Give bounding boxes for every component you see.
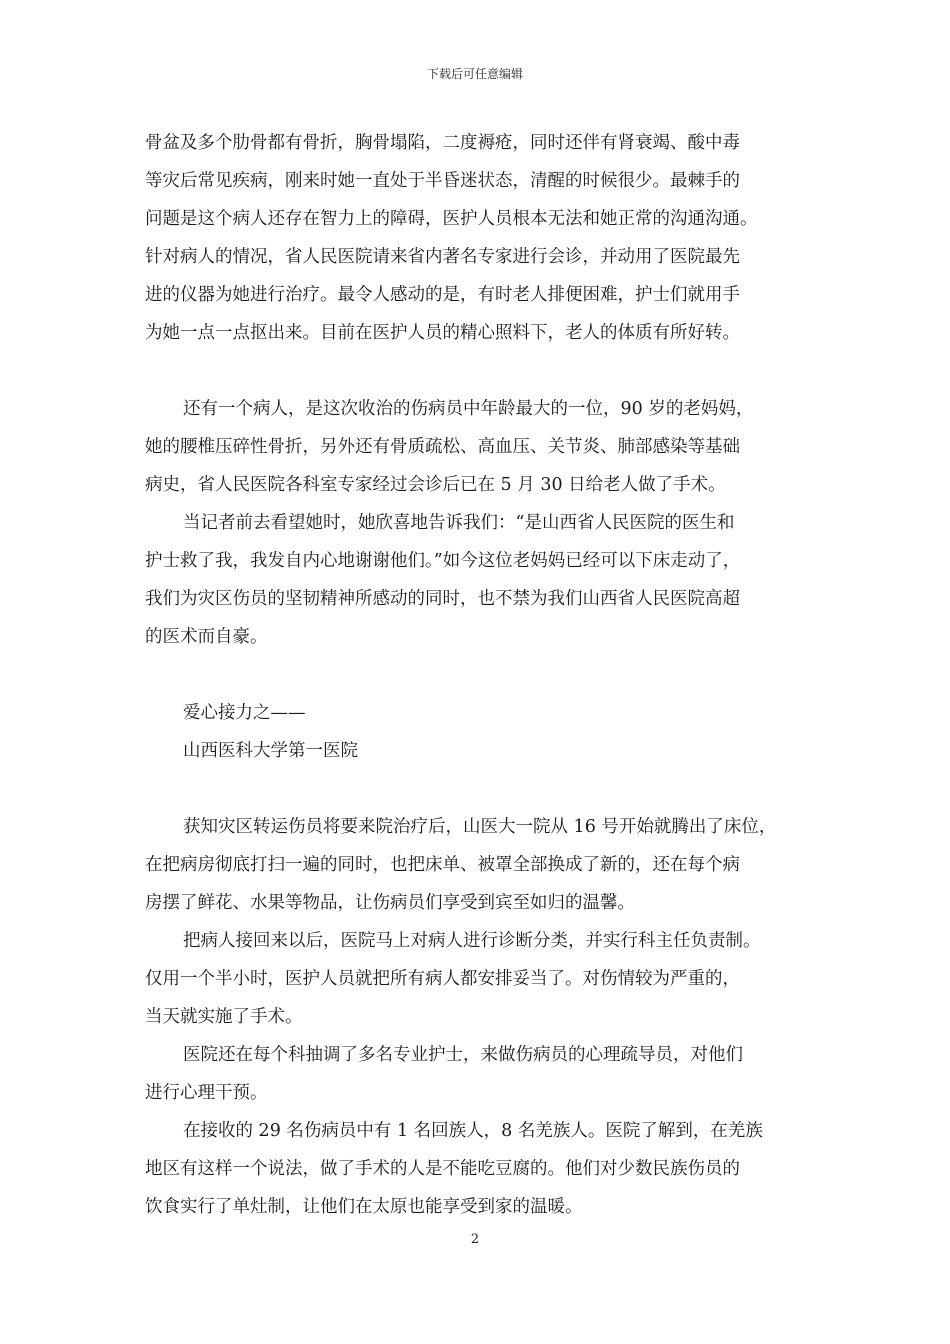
text-line: 当天就实施了手术。 (145, 1007, 303, 1027)
text-line: 骨盆及多个肋骨都有骨折，胸骨塌陷，二度褥疮，同时还伴有肾衰竭、酸中毒 (145, 133, 740, 153)
page-header: 下载后可任意编辑 (426, 67, 523, 81)
text-line: 获知灾区转运伤员将要来院治疗后，山医大一院从 16 号开始就腾出了床位， (183, 817, 777, 837)
text-line: 山西医科大学第一医院 (183, 741, 358, 761)
paragraph (145, 504, 815, 656)
text-line: 针对病人的情况，省人民医院请来省内著名专家进行会诊，并动用了医院最先 (145, 247, 740, 267)
text-line: 爱心接力之—— (183, 703, 306, 723)
document-body (145, 124, 815, 1226)
text-line: 我们为灾区伤员的坚韧精神所感动的同时，也不禁为我们山西省人民医院高超 (145, 589, 740, 609)
text-line: 把病人接回来以后，医院马上对病人进行诊断分类，并实行科主任负责制。 (183, 931, 761, 951)
text-line: 还有一个病人，是这次收治的伤病员中年龄最大的一位，90 岁的老妈妈， (183, 399, 754, 419)
text-line: 在接收的 29 名伤病员中有 1 名回族人，8 名羌族人。医院了解到，在羌族 (183, 1121, 763, 1141)
paragraph (145, 1112, 815, 1226)
text-line: 进的仪器为她进行治疗。最令人感动的是，有时老人排便困难，护士们就用手 (145, 285, 740, 305)
paragraph-gap (145, 352, 815, 390)
paragraph-gap (145, 656, 815, 694)
text-line: 仅用一个半小时，医护人员就把所有病人都安排妥当了。对伤情较为严重的， (145, 969, 740, 989)
text-line: 的医术而自豪。 (145, 627, 268, 647)
paragraph (145, 1036, 815, 1112)
text-line: 等灾后常见疾病，刚来时她一直处于半昏迷状态，清醒的时候很少。最棘手的 (145, 171, 740, 191)
text-line: 病史，省人民医院各科室专家经过会诊后已在 5 月 30 日给老人做了手术。 (145, 475, 726, 495)
text-line: 护士救了我，我发自内心地谢谢他们。”如今这位老妈妈已经可以下床走动了， (145, 551, 741, 571)
paragraph-gap (145, 770, 815, 808)
paragraph (145, 390, 815, 504)
text-line: 问题是这个病人还存在智力上的障碍，医护人员根本无法和她正常的沟通沟通。 (145, 209, 758, 229)
text-line: 她的腰椎压碎性骨折，另外还有骨质疏松、高血压、关节炎、肺部感染等基础 (145, 437, 740, 457)
text-line: 为她一点一点抠出来。目前在医护人员的精心照料下，老人的体质有所好转。 (145, 323, 740, 343)
text-line: 当记者前去看望她时，她欣喜地告诉我们：“是山西省人民医院的医生和 (183, 513, 735, 533)
text-line: 进行心理干预。 (145, 1083, 268, 1103)
text-line: 医院还在每个科抽调了多名专业护士，来做伤病员的心理疏导员，对他们 (183, 1045, 743, 1065)
page-number: 2 (470, 1232, 480, 1247)
paragraph (145, 922, 815, 1036)
paragraph (145, 124, 815, 352)
section-heading (145, 694, 815, 770)
text-line: 地区有这样一个说法，做了手术的人是不能吃豆腐的。他们对少数民族伤员的 (145, 1159, 740, 1179)
text-line: 饮食实行了单灶制，让他们在太原也能享受到家的温暖。 (145, 1197, 583, 1217)
text-line: 房摆了鲜花、水果等物品，让伤病员们享受到宾至如归的温馨。 (145, 893, 635, 913)
paragraph (145, 808, 815, 922)
text-line: 在把病房彻底打扫一遍的同时，也把床单、被罩全部换成了新的，还在每个病 (145, 855, 740, 875)
